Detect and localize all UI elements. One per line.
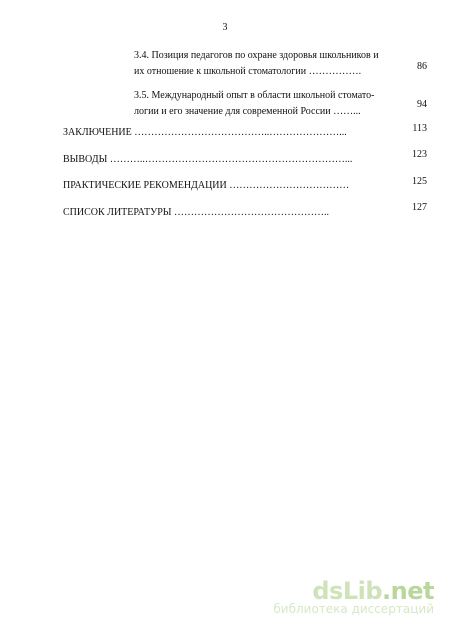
toc-findings-title: ВЫВОДЫ ………..……………………………………………………... — [63, 154, 353, 165]
toc-entry-3-5-page: 94 — [417, 99, 427, 110]
watermark-brand — [273, 577, 434, 605]
toc-bibliography-title: СПИСОК ЛИТЕРАТУРЫ ……………………………………….. — [63, 207, 329, 218]
toc-findings-page: 123 — [412, 149, 427, 160]
toc-recommendations-title: ПРАКТИЧЕСКИЕ РЕКОМЕНДАЦИИ ……………………………… — [63, 180, 350, 191]
toc-conclusion-title: ЗАКЛЮЧЕНИЕ …………………………………..…………………... — [63, 127, 347, 138]
watermark-brand-suffix: .net — [382, 577, 434, 605]
toc-entry-3-5-line1: 3.5. Международный опыт в области школьной стомато- — [134, 90, 375, 101]
watermark-tagline: библиотека диссертаций — [273, 602, 434, 616]
toc-bibliography-page: 127 — [412, 202, 427, 213]
toc-entry-3-4-line2: их отношение к школьной стоматологии ……………. — [134, 66, 362, 77]
watermark-logo — [273, 577, 434, 616]
watermark-brand-main: dsLib — [312, 577, 383, 605]
toc-entry-3-5-line2: логии и его значение для современной России ……... — [134, 106, 361, 117]
toc-entry-3-4-line1: 3.4. Позиция педагогов по охране здоровья школьников и — [134, 50, 379, 61]
toc-conclusion-page: 113 — [412, 123, 427, 134]
toc-recommendations-page: 125 — [412, 176, 427, 187]
page-number: 3 — [222, 22, 228, 33]
toc-entry-3-4-page: 86 — [417, 61, 427, 72]
